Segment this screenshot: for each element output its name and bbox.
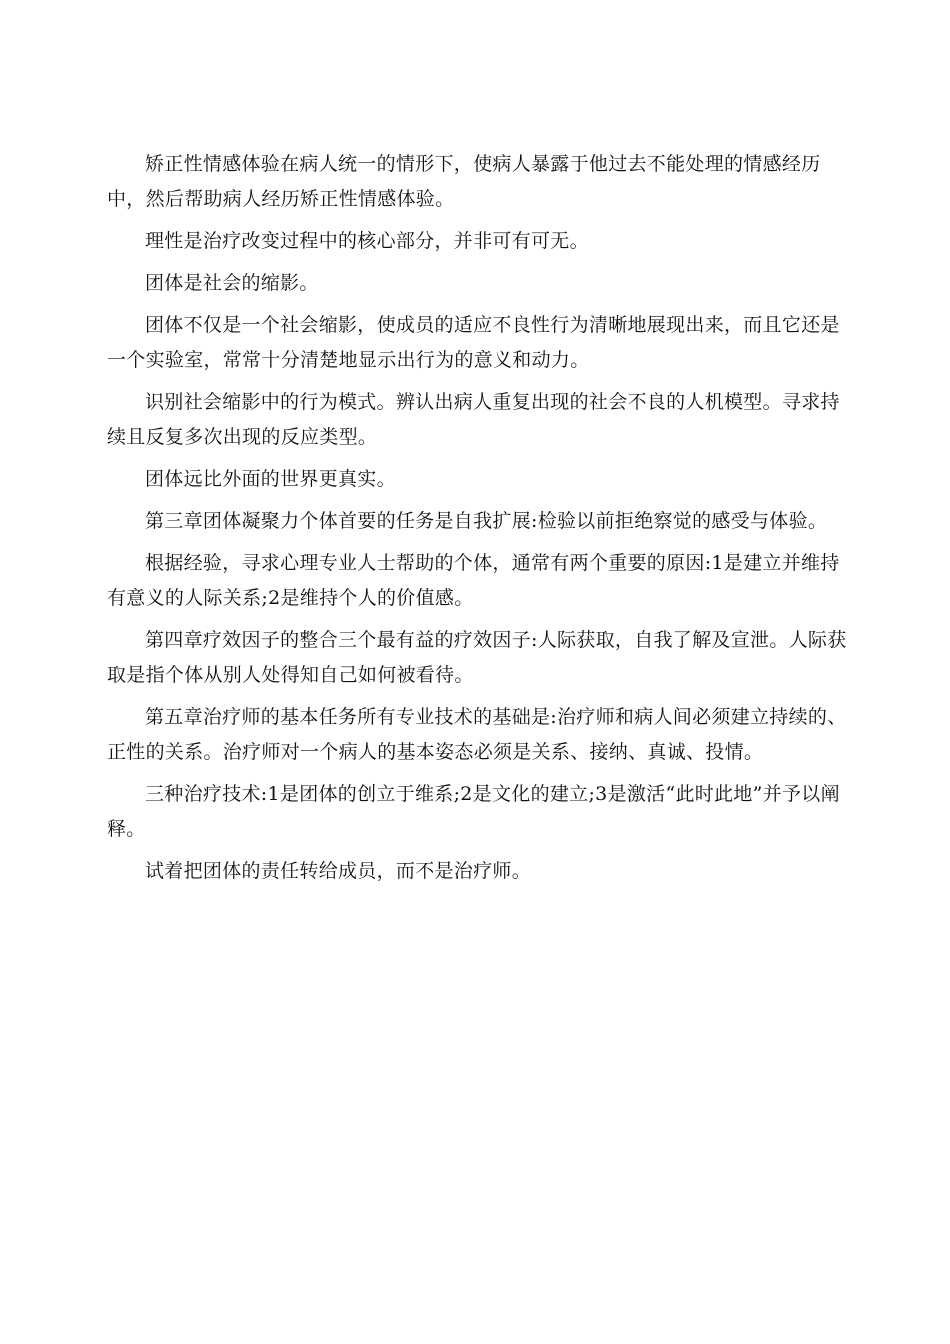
paragraph-9: 第四章疗效因子的整合三个最有益的疗效因子:人际获取，自我了解及宣泄。人际获取是指个体从别人处得知自己如何被看待。	[107, 629, 847, 686]
paragraph-2: 理性是治疗改变过程中的核心部分，并非可有可无。	[145, 230, 589, 252]
paragraph-11: 三种治疗技术:1是团体的创立于维系;2是文化的建立;3是激活“此时此地”并予以阐释。	[107, 783, 840, 840]
paragraph-4: 团体不仅是一个社会缩影，使成员的适应不良性行为清晰地展现出来，而且它还是一个实验室，常常十分清楚地显示出行为的意义和动力。	[107, 314, 840, 371]
paragraph-7: 第三章团体凝聚力个体首要的任务是自我扩展:检验以前拒绝察觉的感受与体验。	[145, 510, 828, 532]
paragraph-6: 团体远比外面的世界更真实。	[145, 468, 396, 490]
paragraph-8: 根据经验，寻求心理专业人士帮助的个体，通常有两个重要的原因:1是建立并维持有意义的人际关系;2是维持个人的价值感。	[107, 552, 840, 609]
paragraph-5: 识别社会缩影中的行为模式。辨认出病人重复出现的社会不良的人机模型。寻求持续且反复多次出现的反应类型。	[107, 391, 840, 448]
paragraph-10: 第五章治疗师的基本任务所有专业技术的基础是:治疗师和病人间必须建立持续的、正性的关系。治疗师对一个病人的基本姿态必须是关系、接纳、真诚、投情。	[107, 706, 847, 763]
paragraph-3: 团体是社会的缩影。	[145, 272, 319, 294]
document-body	[107, 147, 847, 896]
paragraph-1: 矫正性情感体验在病人统一的情形下，使病人暴露于他过去不能处理的情感经历中，然后帮助病人经历矫正性情感体验。	[107, 153, 821, 210]
paragraph-12: 试着把团体的责任转给成员，而不是治疗师。	[145, 860, 532, 882]
